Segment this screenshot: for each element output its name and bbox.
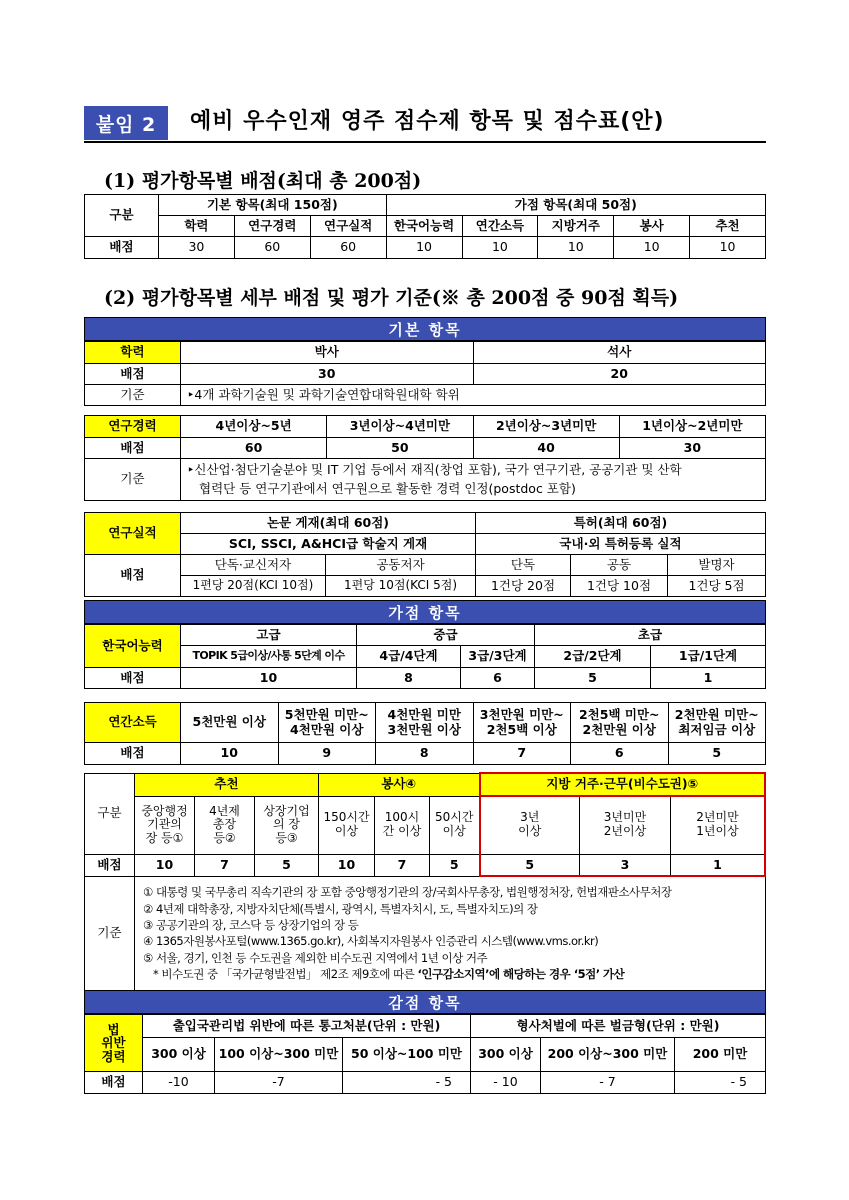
- patent-type: 단독: [476, 555, 571, 576]
- bonus-items-header: 가점 항목: [84, 600, 766, 624]
- criteria-note-text: * 비수도권 중 「국가균형발전법」 제2조 제9호에 따른: [153, 966, 418, 981]
- score-label: 배점: [85, 1072, 143, 1094]
- deduction-items-header: 감점 항목: [84, 990, 766, 1014]
- violation-label-line: 법: [107, 1022, 120, 1038]
- score-cell: 1건당 10점: [571, 576, 668, 597]
- item-label: 연구실적: [310, 216, 386, 237]
- score-cell: 30: [159, 237, 235, 259]
- degree-doctor: 박사: [181, 342, 474, 364]
- career-range: 4년이상~5년: [181, 416, 327, 438]
- fine-range: 300 이상: [143, 1038, 215, 1072]
- item-label: 학력: [159, 216, 235, 237]
- item-label: 한국어능력: [386, 216, 462, 237]
- residence-period: [480, 796, 580, 854]
- item-label: 지방거주: [538, 216, 614, 237]
- career-criteria: [181, 459, 766, 501]
- score-cell: 7: [375, 854, 430, 876]
- recommend-type-line: 4년제: [209, 804, 240, 819]
- income-range-line: 4천만원 미만: [387, 707, 461, 723]
- korean-level: 2급/2단계: [535, 646, 651, 668]
- income-range-line: 4천만원 이상: [290, 721, 364, 737]
- income-range-line: 3천만원 미만~: [479, 707, 564, 723]
- income-label: 연간소득: [85, 703, 181, 743]
- criteria-label: 기준: [85, 459, 181, 501]
- research-label: 연구실적: [85, 513, 181, 555]
- income-range-line: 2천5백 이상: [486, 721, 557, 737]
- score-cell: 60: [181, 438, 327, 459]
- item-label: 연간소득: [462, 216, 538, 237]
- score-cell: 60: [310, 237, 386, 259]
- korean-level: 3급/3단계: [461, 646, 535, 668]
- recommend-type-line: 중앙행정: [141, 804, 188, 819]
- immigration-violation-header: 출입국관리법 위반에 따른 통고처분(단위 : 만원): [143, 1015, 471, 1038]
- residence-period-line: 3년미만: [603, 810, 647, 825]
- recommend-type: [135, 796, 195, 854]
- score-cell: 1건당 20점: [476, 576, 571, 597]
- criteria-note-bold: ‘인구감소지역’에 해당하는 경우 ‘5점’ 가산: [417, 966, 625, 981]
- income-range: [181, 703, 279, 743]
- score-label: 배점: [85, 555, 181, 597]
- income-range-line: 2천만원 이상: [582, 721, 656, 737]
- education-table: [84, 341, 766, 406]
- volunteer-hours-line: 100시: [384, 810, 420, 825]
- score-cell: 50: [327, 438, 473, 459]
- score-cell: 5: [255, 854, 319, 876]
- score-label: 배점: [85, 668, 181, 689]
- income-range-line: 3천만원 이상: [387, 721, 461, 737]
- income-range: [571, 703, 669, 743]
- title-underline: [84, 141, 766, 143]
- korean-level: 1급/1단계: [651, 646, 766, 668]
- violation-label: [85, 1015, 143, 1072]
- level-beginner: 초급: [535, 625, 766, 646]
- criteria-label: 기준: [85, 876, 135, 990]
- income-range: [473, 703, 571, 743]
- income-range-line: 2천만원 미만~: [674, 707, 759, 723]
- volunteer-hours-line: 50시간: [435, 810, 474, 825]
- score-cell: -10: [143, 1072, 215, 1094]
- paper-header: 논문 게재(최대 60점): [181, 513, 476, 534]
- career-range: 1년이상~2년미만: [619, 416, 765, 438]
- score-label: 배점: [85, 438, 181, 459]
- basic-items-header: 기본 항목: [84, 317, 766, 341]
- score-cell: 20: [473, 364, 766, 385]
- score-cell: 10: [614, 237, 690, 259]
- career-range: 2년이상~3년미만: [473, 416, 619, 438]
- fine-range: 100 이상~300 미만: [215, 1038, 343, 1072]
- income-range: [376, 703, 474, 743]
- score-cell: 5: [430, 854, 480, 876]
- score-cell: 8: [376, 743, 474, 765]
- section2-title: (2) 평가항목별 세부 배점 및 평가 기준(※ 총 200점 중 90점 획득): [104, 287, 679, 309]
- item-label: 봉사: [614, 216, 690, 237]
- score-label: 배점: [85, 743, 181, 765]
- fine-range: 200 이상~300 미만: [541, 1038, 675, 1072]
- residence-period: [671, 796, 765, 854]
- local-residence-header: 지방 거주·근무(비수도권)⑤: [480, 773, 765, 796]
- residence-period-line: 2년이상: [603, 824, 647, 839]
- fine-range: 50 이상~100 미만: [343, 1038, 471, 1072]
- summary-table: [84, 194, 766, 259]
- korean-table: [84, 624, 766, 689]
- volunteer-hours-line: 이상: [334, 824, 359, 838]
- volunteer-header: 봉사④: [319, 773, 480, 796]
- criteria-label: 기준: [85, 385, 181, 406]
- income-range-line: 최저임금 이상: [678, 721, 756, 737]
- score-cell: - 10: [471, 1072, 541, 1094]
- score-cell: 40: [473, 438, 619, 459]
- author-type: 단독·교신저자: [181, 555, 326, 576]
- korean-level: 4급/4단계: [357, 646, 461, 668]
- score-cell: 30: [619, 438, 765, 459]
- criminal-fine-header: 형사처벌에 따른 벌금형(단위 : 만원): [471, 1015, 766, 1038]
- fine-range: 300 이상: [471, 1038, 541, 1072]
- career-label: 연구경력: [85, 416, 181, 438]
- score-cell: 3: [580, 854, 671, 876]
- career-range: 3년이상~4년미만: [327, 416, 473, 438]
- score-cell: 1: [651, 668, 766, 689]
- residence-period-line: 1년이상: [696, 824, 739, 839]
- score-cell: - 5: [675, 1072, 766, 1094]
- section1-title: (1) 평가항목별 배점(최대 총 200점): [104, 170, 422, 192]
- rec-vol-local-table: [84, 772, 766, 991]
- score-cell: 10: [181, 668, 357, 689]
- criteria-item: ③ 공공기관의 장, 코스닥 등 상장기업의 장 등: [143, 917, 359, 932]
- volunteer-hours-line: 간 이상: [382, 824, 422, 838]
- recommend-header: 추천: [135, 773, 319, 796]
- item-label: 연구경력: [234, 216, 310, 237]
- criteria-item: ② 4년제 대학총장, 지방자치단체(특별시, 광역시, 특별자치시, 도, 특별자치도)의 장: [143, 901, 538, 916]
- score-cell: 1건당 5점: [668, 576, 766, 597]
- bonus-group-label: 가점 항목(최대 50점): [386, 195, 765, 216]
- score-label: 배점: [85, 237, 159, 259]
- score-cell: 10: [386, 237, 462, 259]
- level-intermediate: 중급: [357, 625, 535, 646]
- volunteer-hours: [375, 796, 430, 854]
- criteria-item: ① 대통령 및 국무총리 직속기관의 장 포함 중앙행정기관의 장/국회사무총장, 법원행정처장, 헌법재판소사무처장: [143, 885, 672, 900]
- recommend-type-line: 상장기업: [263, 804, 310, 819]
- page-title: 예비 우수인재 영주 점수제 항목 및 점수표(안): [190, 109, 665, 134]
- combo-criteria: [135, 876, 766, 990]
- income-range-line: 5천만원 미만~: [284, 707, 369, 723]
- score-cell: 5: [480, 854, 580, 876]
- career-table: [84, 415, 766, 501]
- score-cell: 7: [195, 854, 255, 876]
- income-range-line: 5천만원 이상: [192, 714, 266, 730]
- score-cell: 5: [535, 668, 651, 689]
- score-cell: - 7: [541, 1072, 675, 1094]
- residence-period-line: 2년미만: [696, 810, 739, 825]
- volunteer-hours: [319, 796, 375, 854]
- korean-level: TOPIK 5급이상/사통 5단계 이수: [181, 646, 357, 668]
- score-cell: 10: [319, 854, 375, 876]
- score-cell: 9: [278, 743, 376, 765]
- patent-type: 발명자: [668, 555, 766, 576]
- income-range-line: 2천5백 미만~: [578, 707, 660, 723]
- recommend-type: [195, 796, 255, 854]
- criteria-item: ⑤ 서울, 경기, 인천 등 수도권을 제외한 비수도권 지역에서 1년 이상 거주: [143, 950, 488, 965]
- item-label: 추천: [690, 216, 766, 237]
- violation-label-line: 경력: [101, 1048, 126, 1064]
- recommend-type: [255, 796, 319, 854]
- education-label: 학력: [85, 342, 181, 364]
- residence-period-line: 3년: [520, 810, 540, 825]
- paper-subheader: SCI, SSCI, A&HCI급 학술지 게재: [181, 534, 476, 555]
- violation-label-line: 위반: [101, 1035, 126, 1051]
- score-label: 배점: [85, 364, 181, 385]
- recommend-type-line: 기관의: [147, 817, 182, 832]
- score-cell: - 5: [343, 1072, 471, 1094]
- recommend-type-line: 등③: [275, 830, 298, 845]
- score-cell: 1: [671, 854, 765, 876]
- criteria-item: ④ 1365자원봉사포털(www.1365.go.kr), 사회복지자원봉사 인증관리 시스템(www.vms.or.kr): [143, 934, 599, 949]
- recommend-type-line: 등②: [213, 830, 236, 845]
- residence-period-line: 이상: [518, 824, 542, 839]
- recommend-type-line: 의 장: [273, 817, 300, 832]
- score-cell: 60: [234, 237, 310, 259]
- score-cell: 10: [690, 237, 766, 259]
- score-cell: 6: [461, 668, 535, 689]
- deduction-table: [84, 1014, 766, 1094]
- col-label: 구분: [85, 195, 159, 237]
- education-criteria: ‣4개 과학기술원 및 과학기술연합대학원대학 학위: [181, 385, 766, 406]
- income-range: [278, 703, 376, 743]
- career-criteria-line: 협력단 등 연구기관에서 연구원으로 활동한 경력 인정(postdoc 포함): [199, 480, 576, 496]
- score-cell: -7: [215, 1072, 343, 1094]
- recommend-type-line: 장 등①: [145, 830, 184, 845]
- income-range: [668, 703, 766, 743]
- criteria-note: [143, 966, 757, 982]
- career-criteria-line: ‣신산업·첨단기술분야 및 IT 기업 등에서 재직(창업 포함), 국가 연구기관, 공공기관 및 산학: [187, 462, 682, 478]
- basic-group-label: 기본 항목(최대 150점): [159, 195, 387, 216]
- residence-period: [580, 796, 671, 854]
- patent-subheader: 국내·외 특허등록 실적: [476, 534, 766, 555]
- level-advanced: 고급: [181, 625, 357, 646]
- appendix-badge: 붙임 2: [84, 106, 168, 140]
- score-label: 배점: [85, 854, 135, 876]
- fine-range: 200 미만: [675, 1038, 766, 1072]
- volunteer-hours-line: 150시간: [323, 810, 370, 825]
- score-cell: 10: [181, 743, 279, 765]
- col-label: 구분: [85, 773, 135, 854]
- income-table: [84, 702, 766, 765]
- score-cell: 8: [357, 668, 461, 689]
- score-cell: 1편당 10점(KCI 5점): [326, 576, 476, 597]
- research-table: [84, 512, 766, 597]
- score-cell: 5: [668, 743, 766, 765]
- patent-type: 공동: [571, 555, 668, 576]
- volunteer-hours: [430, 796, 480, 854]
- recommend-type-line: 총장: [212, 817, 237, 832]
- score-cell: 7: [473, 743, 571, 765]
- score-cell: 10: [135, 854, 195, 876]
- korean-label: 한국어능력: [85, 625, 181, 668]
- score-cell: 1편당 20점(KCI 10점): [181, 576, 326, 597]
- score-cell: 30: [181, 364, 474, 385]
- volunteer-hours-line: 이상: [442, 824, 466, 838]
- score-cell: 10: [538, 237, 614, 259]
- score-cell: 6: [571, 743, 669, 765]
- score-cell: 10: [462, 237, 538, 259]
- author-type: 공동저자: [326, 555, 476, 576]
- patent-header: 특허(최대 60점): [476, 513, 766, 534]
- degree-master: 석사: [473, 342, 766, 364]
